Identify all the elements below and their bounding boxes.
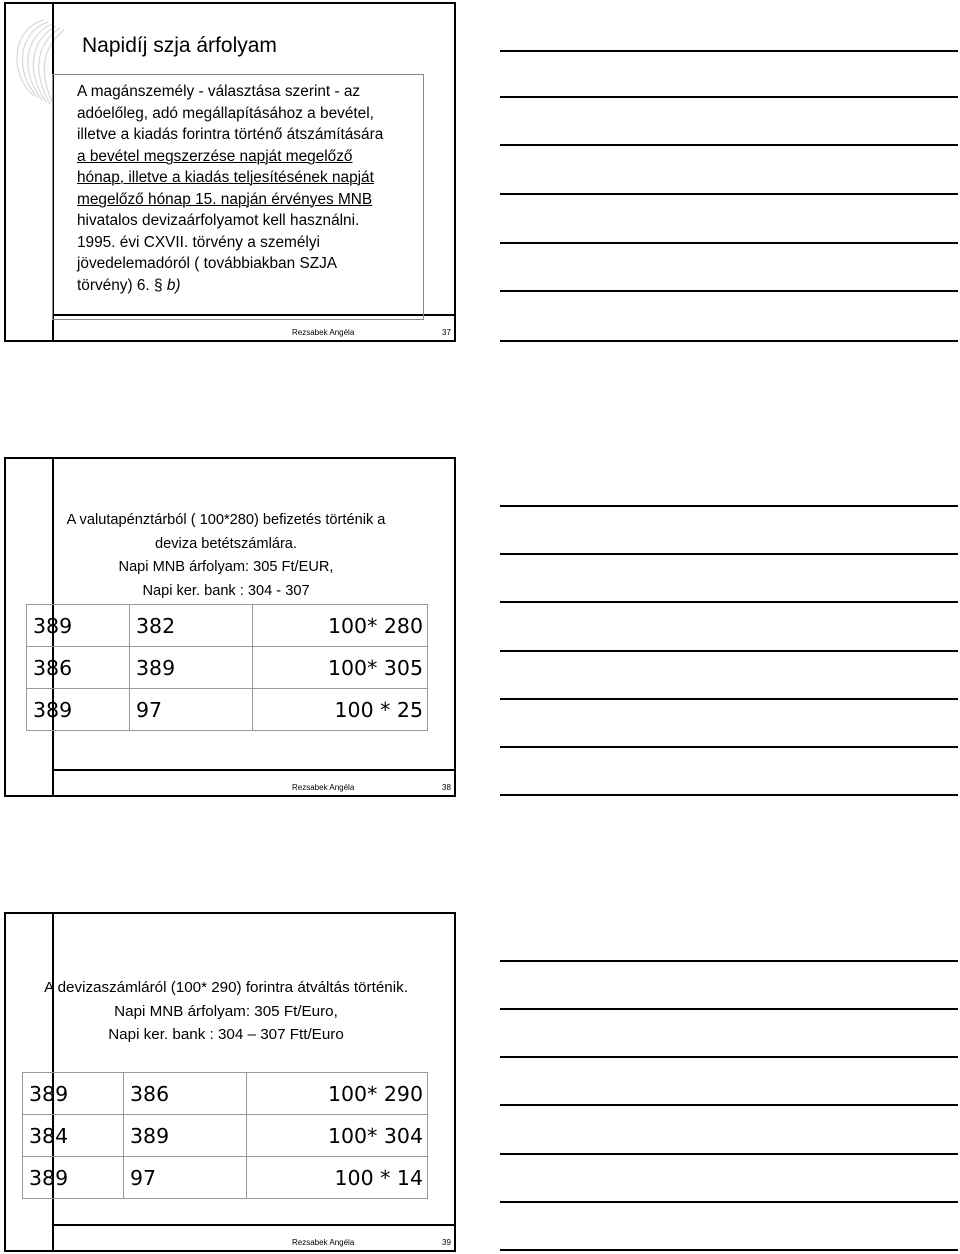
note-line [500, 290, 958, 292]
slide-38 [4, 457, 456, 797]
note-line [500, 1153, 958, 1155]
link-text-line[interactable]: a bevétel megszerzése napját megelőző [77, 147, 353, 165]
table-row [23, 1115, 428, 1157]
note-line [500, 1249, 958, 1251]
table-cell: 389 [124, 1115, 247, 1157]
table-cell: 100* 305 [253, 647, 428, 689]
table-row [27, 647, 428, 689]
text-line: adóelőleg, adó megállapításához a bevétel, [77, 104, 374, 122]
footer-page-number: 37 [442, 328, 451, 337]
note-line [500, 96, 958, 98]
text-line: A magánszemély - választása szerint - az [77, 83, 361, 100]
note-line [500, 698, 958, 700]
slide-footer-rule [52, 769, 454, 771]
link-text-line[interactable]: megelőző hónap 15. napján érvényes MNB [77, 190, 373, 208]
slide-footer-rule [52, 1224, 454, 1226]
table-cell: 386 [27, 647, 130, 689]
note-line [500, 1104, 958, 1106]
table-cell: 389 [27, 689, 130, 731]
note-line [500, 1201, 958, 1203]
text-line: A valutapénztárból ( 100*280) befizetés történik a [66, 512, 386, 528]
table-cell: 386 [124, 1073, 247, 1115]
note-line [500, 1008, 958, 1010]
table-cell: 97 [124, 1157, 247, 1199]
table-cell: 100* 304 [247, 1115, 428, 1157]
notes-area [500, 0, 958, 1254]
table-cell: 100 * 25 [253, 689, 428, 731]
slide-title: Napidíj szja árfolyam [82, 34, 277, 57]
table-row [23, 1157, 428, 1199]
table-cell: 97 [130, 689, 253, 731]
text-line: jövedelemadóról ( továbbiakban SZJA [77, 255, 338, 272]
text-line: hivatalos devizaárfolyamot kell használni. [77, 212, 360, 229]
table-cell: 384 [23, 1115, 124, 1157]
table-cell: 100 * 14 [247, 1157, 428, 1199]
note-line [500, 1056, 958, 1058]
section-sign: § [153, 276, 163, 294]
paragraph-rule [77, 81, 415, 232]
table-cell: 100* 290 [247, 1073, 428, 1115]
section-ref: b) [162, 276, 181, 294]
table-cell: 389 [130, 647, 253, 689]
text-line: illetve a kiadás forintra történő átszámítására [77, 126, 384, 143]
note-line [500, 50, 958, 52]
text-line: Napi MNB árfolyam: 305 Ft/EUR, [118, 559, 334, 575]
footer-author: Rezsabek Angéla [292, 328, 355, 337]
ledger-table [22, 1072, 428, 1199]
slide-content-box [52, 74, 424, 320]
note-line [500, 193, 958, 195]
table-cell: 389 [23, 1157, 124, 1199]
note-line [500, 794, 958, 796]
note-line [500, 601, 958, 603]
text-line: A devizaszámláról (100* 290) forintra átváltás történik. [44, 979, 408, 996]
note-line [500, 650, 958, 652]
text-line: Napi MNB árfolyam: 305 Ft/Euro, [114, 1002, 338, 1020]
slide-39 [4, 912, 456, 1252]
note-line [500, 960, 958, 962]
note-line [500, 746, 958, 748]
note-line [500, 144, 958, 146]
table-row [27, 689, 428, 731]
footer-author: Rezsabek Angéla [292, 1238, 355, 1247]
table-cell: 382 [130, 605, 253, 647]
text-line: deviza betétszámlára. [155, 535, 297, 552]
link-text-line[interactable]: hónap, illetve a kiadás teljesítésének napját [77, 169, 374, 186]
text-line: 1995. évi CXVII. törvény a személyi [77, 233, 320, 251]
table-row [23, 1073, 428, 1115]
table-cell: 100* 280 [253, 605, 428, 647]
table-row [27, 605, 428, 647]
note-line [500, 242, 958, 244]
ledger-table [26, 604, 428, 731]
text-line: Napi ker. bank : 304 – 307 Ftt/Euro [108, 1026, 344, 1043]
table-cell: 389 [23, 1073, 124, 1115]
footer-page-number: 39 [442, 1238, 451, 1247]
table-cell: 389 [27, 605, 130, 647]
note-line [500, 340, 958, 342]
footer-page-number: 38 [442, 783, 451, 792]
note-line [500, 553, 958, 555]
paragraph-law-ref [77, 232, 415, 297]
slide-intro-text [20, 976, 432, 1047]
text-line: Napi ker. bank : 304 - 307 [142, 582, 310, 599]
slide-intro-text [20, 509, 432, 603]
slide-37 [4, 2, 456, 342]
footer-author: Rezsabek Angéla [292, 783, 355, 792]
text-line: törvény) 6. [77, 276, 154, 294]
note-line [500, 505, 958, 507]
